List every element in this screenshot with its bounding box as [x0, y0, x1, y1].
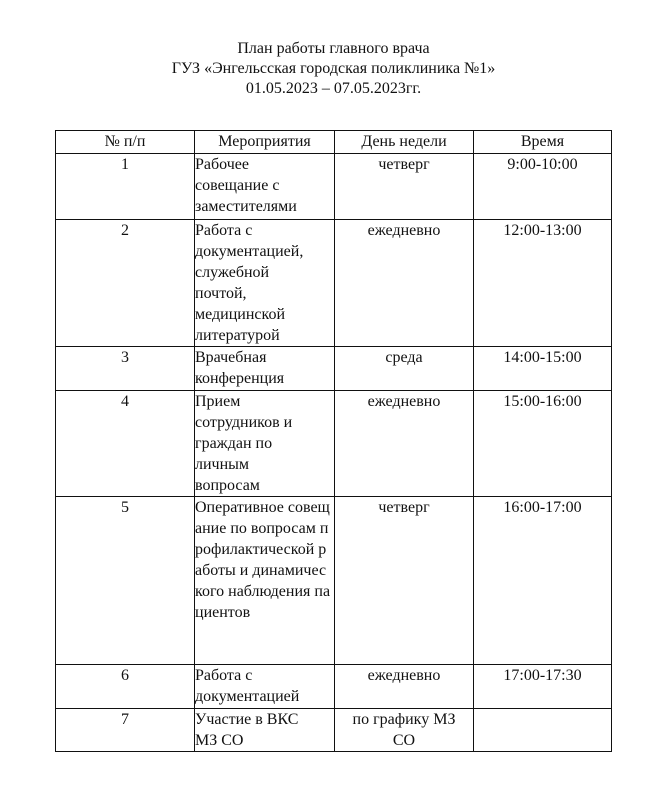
row-number: 5 [56, 497, 195, 665]
row-event-text: Оперативное совещание по вопросам профилактической работы и динамического наблюдения пациентов [195, 499, 331, 621]
row-day: четверг [335, 497, 474, 665]
row-time: 9:00-10:00 [474, 154, 612, 220]
column-header-event: Мероприятия [195, 131, 335, 154]
row-day: четверг [335, 154, 474, 220]
row-event-text: Рабочее совещание с заместителями [195, 156, 297, 215]
organization-name: ГУЗ «Энгельсская городская поликлиника №1» [171, 60, 496, 77]
table-row [56, 154, 612, 220]
row-time [474, 709, 612, 752]
row-day-text: по графику МЗ СО [352, 711, 456, 749]
column-header-number: № п/п [56, 131, 195, 154]
row-day: среда [335, 347, 474, 391]
table-row [56, 497, 612, 665]
date-range: 01.05.2023 – 07.05.2023гг. [245, 80, 422, 97]
document-title: План работы главного врача [237, 40, 430, 57]
row-number: 4 [56, 391, 195, 497]
table-row [56, 347, 612, 391]
row-event-text: Работа с документацией [195, 667, 300, 705]
row-number: 1 [56, 154, 195, 220]
row-day: ежедневно [335, 220, 474, 347]
row-event-text: Врачебная конференция [195, 349, 285, 387]
document-header [0, 39, 667, 99]
row-number: 6 [56, 665, 195, 709]
row-time: 14:00-15:00 [474, 347, 612, 391]
row-time: 12:00-13:00 [474, 220, 612, 347]
row-event [195, 154, 335, 220]
row-time: 15:00-16:00 [474, 391, 612, 497]
row-number: 3 [56, 347, 195, 391]
table-header-row [56, 131, 612, 154]
row-event [195, 709, 335, 752]
row-event [195, 220, 335, 347]
row-day [335, 709, 474, 752]
column-header-time: Время [474, 131, 612, 154]
row-event [195, 497, 335, 665]
row-event-text: Работа с документацией, служебной почтой, медицинской литературой [195, 222, 304, 344]
row-event [195, 665, 335, 709]
row-time: 16:00-17:00 [474, 497, 612, 665]
table-row [56, 220, 612, 347]
schedule-table [55, 130, 612, 752]
column-header-day: День недели [335, 131, 474, 154]
table-row [56, 391, 612, 497]
row-event-text: Прием сотрудников и граждан по личным вопросам [195, 393, 293, 494]
row-number: 7 [56, 709, 195, 752]
row-time: 17:00-17:30 [474, 665, 612, 709]
row-event [195, 391, 335, 497]
row-day: ежедневно [335, 391, 474, 497]
row-day: ежедневно [335, 665, 474, 709]
table-row [56, 665, 612, 709]
row-event [195, 347, 335, 391]
table-row [56, 709, 612, 752]
row-event-text: Участие в ВКС МЗ СО [195, 711, 299, 749]
row-number: 2 [56, 220, 195, 347]
